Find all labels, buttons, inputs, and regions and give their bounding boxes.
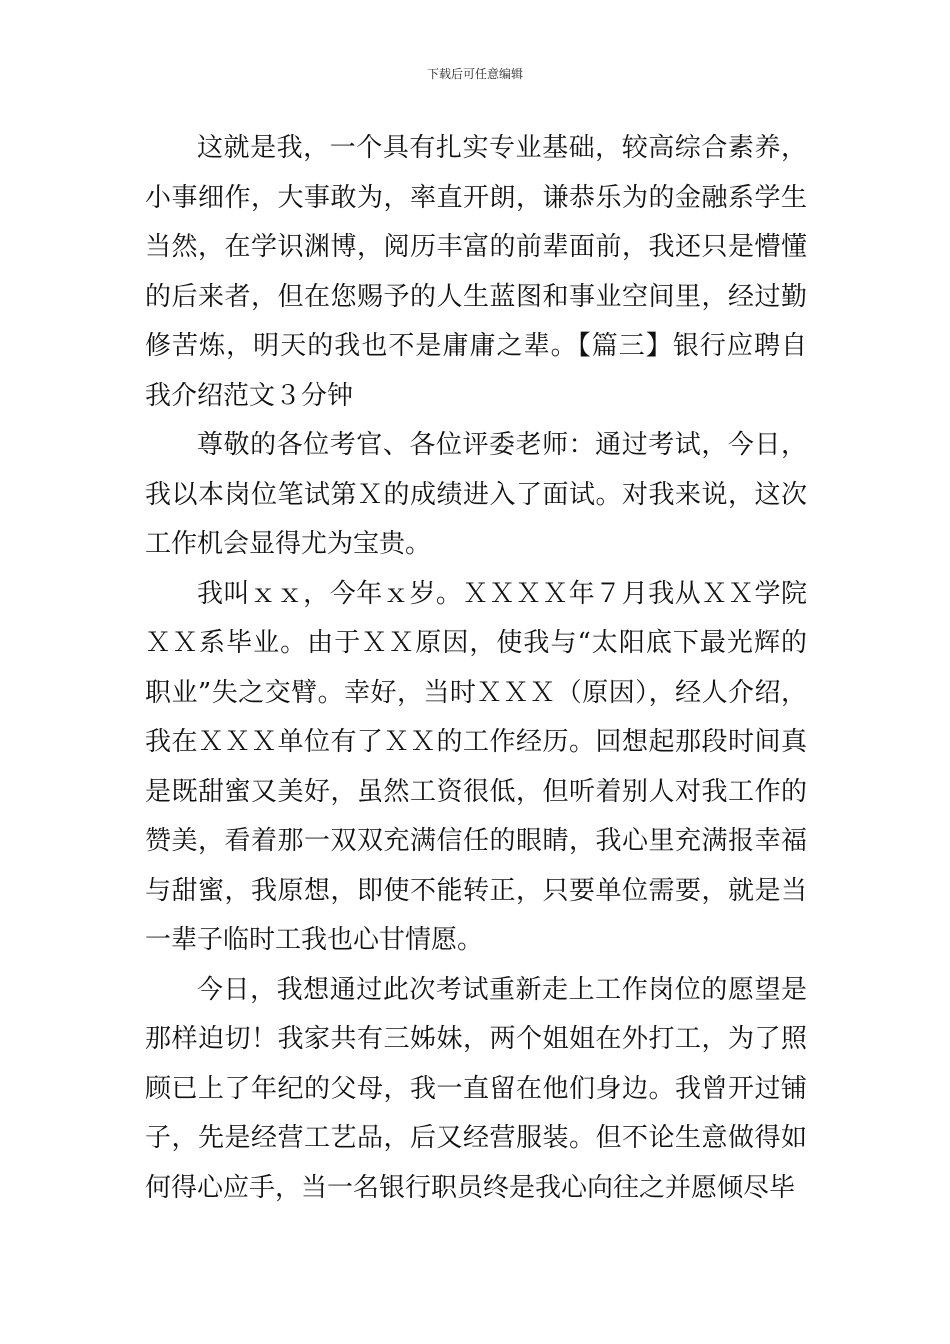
document-body: [145, 124, 807, 1213]
paragraph-self-summary: 这就是我，一个具有扎实专业基础，较高综合素养，小事细作，大事敢为，率直开朗，谦恭乐为的金融系学生当然，在学识渊博，阅历丰富的前辈面前，我还只是懵懂的后来者，但在您赐予的人生蓝图和事业空间里，经过勤修苦炼，明天的我也不是庸庸之辈。【篇三】银行应聘自我介绍范文３分钟: [145, 133, 807, 411]
page-header-note: 下载后可任意编辑: [426, 67, 523, 81]
paragraph-greeting: 尊敬的各位考官、各位评委老师：通过考试，今日，我以本岗位笔试第Ｘ的成绩进入了面试。对我来说，这次工作机会显得尤为宝贵。: [145, 430, 807, 559]
paragraph-motivation: 今日，我想通过此次考试重新走上工作岗位的愿望是那样迫切！我家共有三姊妹，两个姐姐在外打工，为了照顾已上了年纪的父母，我一直留在他们身边。我曾开过铺子，先是经营工艺品，后又经营服装。但不论生意做得如何得心应手，当一名银行职员终是我心向往之并愿倾尽毕: [145, 974, 807, 1203]
paragraph-background: 我叫ｘｘ，今年ｘ岁。ＸＸＸＸ年７月我从ＸＸ学院ＸＸ系毕业。由于ＸＸ原因，使我与“太阳底下最光辉的职业”失之交臂。幸好，当时ＸＸＸ（原因），经人介绍，我在ＸＸＸ单位有了ＸＸ的工作经历。回想起那段时间真是既甜蜜又美好，虽然工资很低，但听着别人对我工作的赞美，看着那一双双充满信任的眼睛，我心里充满报幸福与甜蜜，我原想，即使不能转正，只要单位需要，就是当一辈子临时工我也心甘情愿。: [145, 578, 807, 955]
